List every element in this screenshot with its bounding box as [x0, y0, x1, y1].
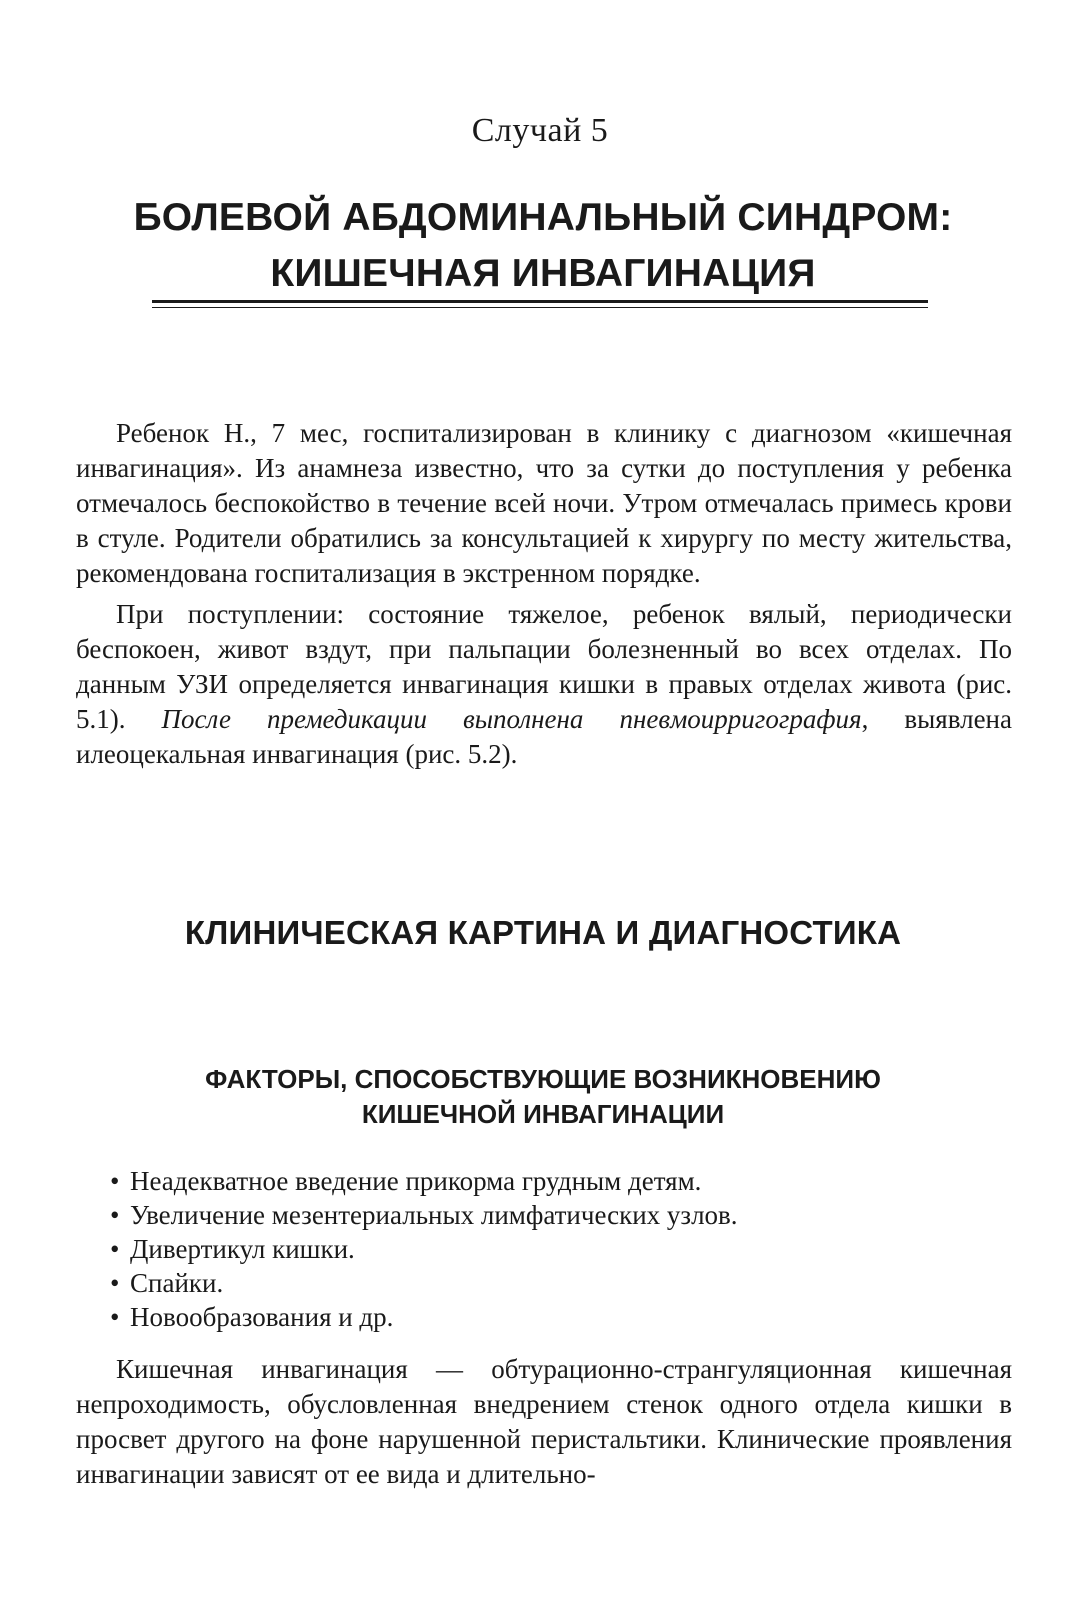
definition-block: [76, 1352, 1012, 1492]
sub-heading: [0, 1062, 1066, 1132]
case-paragraph-2-italic: После премедикации выполнена пневмоирригография: [161, 704, 862, 734]
case-paragraph-2: [76, 597, 1012, 772]
case-paragraph-1: Ребенок Н., 7 мес, госпитализирован в клинику с диагнозом «кишечная инвагинация». Из анамнеза известно, что за сутки до поступления у ребенка отмечалось беспокойство в течение всей ночи. Утром отмечалась примесь крови в стуле. Родители обратились за консультацией к хирургу по месту жительства, рекомендована госпитализация в экстренном порядке.: [76, 418, 1012, 588]
case-paragraph-2-part-1: При поступлении: состояние тяжелое, ребенок вялый, периодически беспокоен, живот вздут, при пальпации болезненный во всех отделах. По данным УЗИ определяется инвагинация кишки в правых отделах живота (рис. 5.1).: [76, 599, 1012, 734]
chapter-title-line-1: БОЛЕВОЙ АБДОМИНАЛЬНЫЙ СИНДРОМ:: [133, 196, 953, 239]
chapter-title-line-2: КИШЕЧНАЯ ИНВАГИНАЦИЯ: [270, 252, 816, 295]
list-item: • Дивертикул кишки.: [110, 1232, 738, 1266]
sub-heading-line-2: КИШЕЧНОЙ ИНВАГИНАЦИИ: [361, 1099, 725, 1129]
definition-paragraph: Кишечная инвагинация — обтурационно-странгуляционная кишечная непроходимость, обусловленная внедрением стенок одного отдела кишки в просвет другого на фоне нарушенной перистальтики. Клинические проявления инвагинации зависят от ее вида и длительно-: [76, 1354, 1012, 1489]
title-rule-thin: [152, 307, 928, 308]
list-item: • Спайки.: [110, 1266, 738, 1300]
case-description: [76, 416, 1012, 772]
chapter-title: [0, 190, 1066, 302]
sub-heading-line-1: ФАКТОРЫ, СПОСОБСТВУЮЩИЕ ВОЗНИКНОВЕНИЮ: [205, 1064, 881, 1094]
factor-list: [110, 1164, 738, 1334]
list-item: • Новообразования и др.: [110, 1300, 738, 1334]
section-heading: КЛИНИЧЕСКАЯ КАРТИНА И ДИАГНОСТИКА: [184, 914, 902, 951]
list-item: • Неадекватное введение прикорма грудным детям.: [110, 1164, 738, 1198]
list-item: • Увеличение мезентериальных лимфатических узлов.: [110, 1198, 738, 1232]
case-paragraph-2-part-3: , выявлена илеоцекальная инвагинация (рис. 5.2).: [76, 704, 1012, 769]
title-rule-thick: [152, 300, 928, 303]
case-label: Случай 5: [471, 112, 609, 149]
